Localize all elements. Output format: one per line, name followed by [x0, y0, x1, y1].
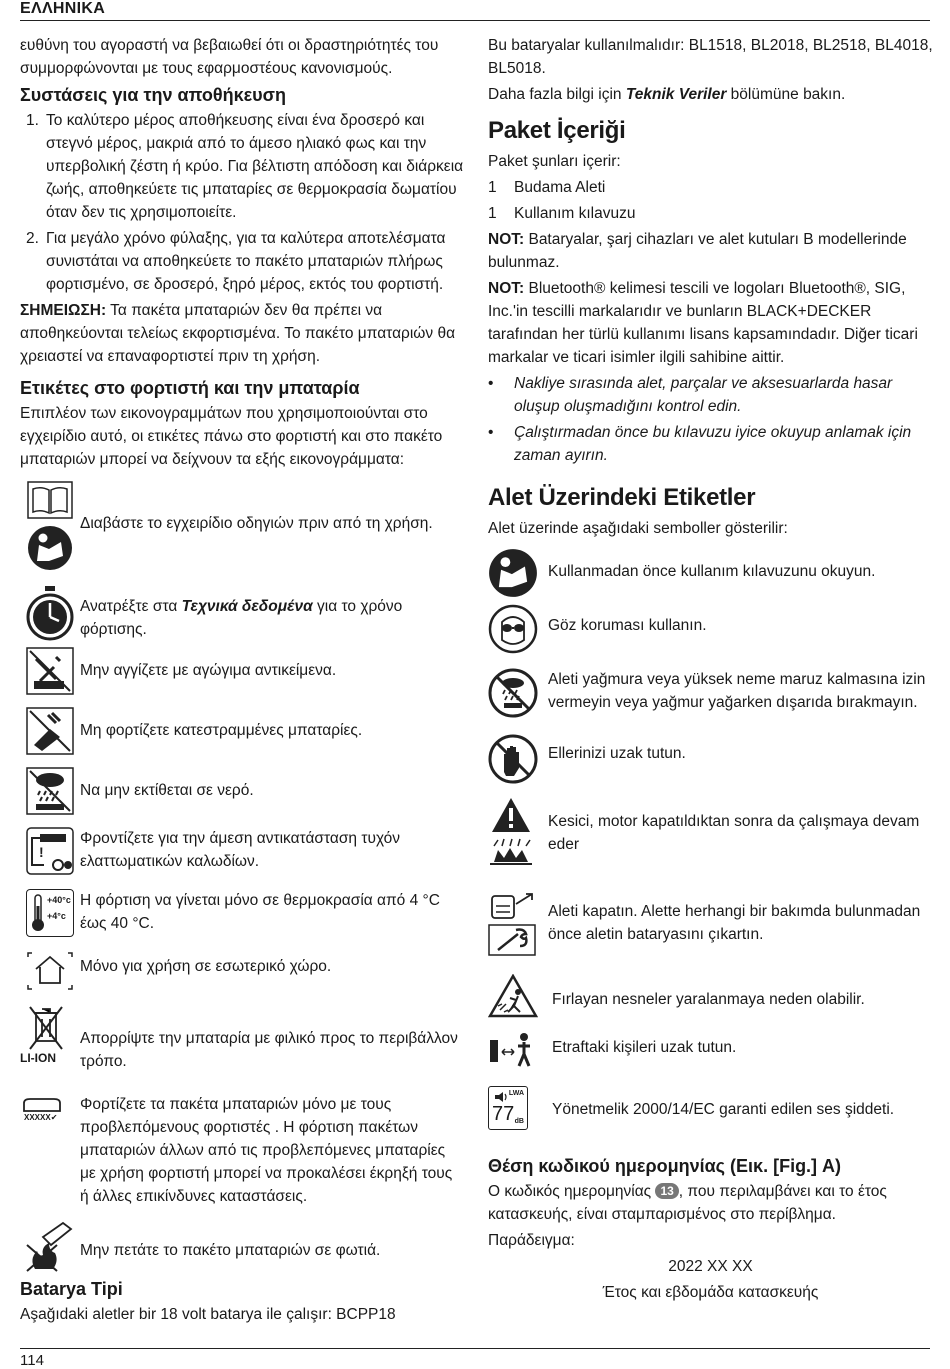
- stopwatch-icon: [25, 585, 75, 641]
- storage-list: [20, 109, 465, 296]
- charge-time-text: Ανατρέξτε στα Τεχνικά δεδομένα για το χρόνο φόρτισης.: [80, 598, 403, 638]
- tool-symbol-row-eye: [488, 604, 933, 660]
- tool-symbol-row-noise: [488, 1086, 933, 1146]
- noise-level-icon: [488, 1086, 528, 1130]
- tool-read-manual-text: Kullanmadan önce kullanım kılavuzunu okuyun.: [548, 563, 876, 580]
- symbol-row-charge-time: [20, 585, 465, 647]
- list-item: 1 Kullanım kılavuzu: [488, 205, 636, 222]
- battery-pack-icon: [20, 1097, 64, 1113]
- no-conductive-icon: [26, 647, 74, 695]
- no-fire-icon: [23, 1219, 77, 1273]
- hands-away-icon: [488, 734, 538, 784]
- list-item: • Nakliye sırasında alet, parçalar ve aksesuarlarda hasar oluşup oluşmadığını kontrol edin.: [488, 372, 933, 418]
- date-code-text: Ο κωδικός ημερομηνίας 13 , που περιλαμβάνει και το έτος κατασκευής, είναι σταμπαρισμένος στο περίβλημα.: [488, 1183, 887, 1223]
- page-number: 114: [20, 1352, 44, 1369]
- replace-cords-text: Φροντίζετε για την άμεση αντικατάσταση τυχόν ελαττωματικών καλωδίων.: [80, 830, 401, 870]
- dispose-text: Απορρίψτε την μπαταρία με φιλικό προς το περιβάλλον τρόπο.: [80, 1030, 458, 1070]
- symbol-row-dispose: [20, 1005, 465, 1093]
- tool-symbol-row-cutter: [488, 796, 933, 886]
- bystanders-icon: [488, 1032, 534, 1068]
- battery-type-heading: Batarya Tipi: [20, 1279, 123, 1299]
- symbol-row-no-conductive: [20, 647, 465, 707]
- tool-thrown-text: Fırlayan nesneler yaralanmaya neden olabilir.: [552, 991, 865, 1008]
- wrench-icon: [488, 924, 536, 956]
- batteries-text: Bu bataryalar kullanılmalıdır: BL1518, BL2018, BL2518, BL4018, BL5018.: [488, 37, 933, 77]
- noise-unit: dB: [514, 1118, 524, 1125]
- crossed-bin-icon: [28, 1005, 64, 1051]
- date-code-heading: Θέση κωδικού ημερομηνίας (Εικ. [Fig.] A): [488, 1156, 842, 1176]
- storage-note: ΣΗΜΕΙΩΣΗ: Τα πακέτα μπαταριών δεν θα πρέπει να αποθηκεύονται τελείως εκφορτισμένα. Το πακέτο μπαταριών θα χρειαστεί να επαναφορτιστεί πριν τη χρήση.: [20, 302, 456, 365]
- battery-type-text: Aşağıdaki aletler bir 18 volt batarya ile çalışır: BCPP18: [20, 1306, 396, 1323]
- indoor-text: Μόνο για χρήση σε εσωτερικό χώρο.: [80, 958, 332, 975]
- read-manual-icon: [27, 525, 73, 571]
- header-divider: [20, 20, 930, 21]
- symbol-row-no-water: [20, 767, 465, 827]
- list-item: 2. Για μεγάλο χρόνο φύλαξης, για τα καλύτερα αποτελέσματα συνιστάται να αποθηκεύετε το πακέτο μπαταριών πλήρως φορτισμένο, σε δροσερό, ξηρό μέρος, εκτός του φορτιστή.: [26, 230, 446, 293]
- tool-symbol-row-bystanders: [488, 1032, 933, 1080]
- designated-charger-text: Φορτίζετε τα πακέτα μπαταριών μόνο με τους προβλεπόμενους φορτιστές . Η φόρτιση πακέτων μπαταριών άλλων από τις προβλεπόμενες μπαταρίες με χρήση φορτιστή μπορεί να προκαλέσει έκρηξή τους ή άλλες επικίνδυνες καταστάσεις.: [80, 1096, 453, 1205]
- tool-symbol-row-hands: [488, 734, 933, 788]
- symbol-row-no-damaged: [20, 707, 465, 767]
- figure-callout-badge: 13: [655, 1183, 678, 1199]
- remove-battery-icon: [488, 890, 536, 922]
- right-column: [488, 34, 933, 1307]
- tool-rain-text: Aleti yağmura veya yüksek neme maruz kalmasına izin vermeyin veya yağmur yağarken dışarıda bırakmayın.: [548, 671, 926, 711]
- symbol-row-designated-charger: [20, 1093, 465, 1219]
- defective-cord-icon: [26, 827, 74, 875]
- no-water-icon: [26, 767, 74, 815]
- read-manual-icon: [488, 548, 538, 598]
- no-conductive-text: Μην αγγίζετε με αγώγιμα αντικείμενα.: [80, 662, 337, 679]
- tool-symbol-row-thrown: [488, 974, 933, 1026]
- temp-low-label: +4°c: [47, 911, 66, 921]
- tool-labels-heading: Alet Üzerindeki Etiketler: [488, 484, 756, 511]
- package-intro: Paket şunları içerir:: [488, 153, 621, 170]
- tool-switch-text: Aleti kapatın. Alette herhangi bir bakımda bulunmadan önce aletin bataryasını çıkartın.: [548, 903, 921, 943]
- storage-heading: Συστάσεις για την αποθήκευση: [20, 85, 286, 105]
- noise-value: 77: [492, 1103, 515, 1125]
- no-damaged-text: Μη φορτίζετε κατεστραμμένες μπαταρίες.: [80, 722, 363, 739]
- tool-symbol-row-read-manual: [488, 548, 933, 602]
- list-item: • Çalıştırmadan önce bu kılavuzu iyice okuyup anlamak için zaman ayırın.: [488, 421, 933, 467]
- note-bluetooth: NOT: Bluetooth® kelimesi tescili ve logoları Bluetooth®, SIG, Inc.'in tescilli markalarıdır ve bunların BLACK+DECKER tarafından her türlü kullanımı lisans kapsamındadır. Diğer ticari markalar ve ticari isimler ilgili sahibine aittir.: [488, 280, 918, 366]
- temperature-text: Η φόρτιση να γίνεται μόνο σε θερμοκρασία από 4 °C έως 40 °C.: [80, 892, 440, 932]
- left-column: [20, 34, 465, 1329]
- language-header: ΕΛΛΗΝΙΚΑ: [20, 0, 106, 17]
- warning-triangle-icon: [490, 796, 532, 834]
- tool-labels-intro: Alet üzerinde aşağıdaki semboller gösterilir:: [488, 520, 788, 537]
- tool-symbol-row-rain: [488, 668, 933, 734]
- labels-intro: Επιπλέον των εικονογραμμάτων που χρησιμοποιούνται στο εγχειρίδιο αυτό, οι ετικέτες πάνω στο φορτιστή και στο πακέτο μπαταριών μπορεί να δείχνουν τα εξής εικονογράμματα:: [20, 405, 443, 468]
- symbol-row-replace-cords: [20, 827, 465, 889]
- read-manual-text: Διαβάστε το εγχειρίδιο οδηγιών πριν από τη χρήση.: [80, 515, 433, 532]
- no-rain-icon: [488, 668, 538, 718]
- svg-text:!: !: [39, 844, 44, 860]
- eye-protection-icon: [488, 604, 538, 654]
- example-caption: Έτος και εβδομάδα κατασκευής: [602, 1284, 819, 1301]
- thrown-objects-icon: [488, 974, 538, 1018]
- cutter-blade-icon: [488, 838, 534, 866]
- indoor-house-icon: [26, 951, 74, 991]
- tool-eye-text: Göz koruması kullanın.: [548, 617, 707, 634]
- no-fire-text: Μην πετάτε το πακέτο μπαταριών σε φωτιά.: [80, 1242, 381, 1259]
- more-info-text: Daha fazla bilgi için Teknik Veriler bölümüne bakın.: [488, 86, 846, 103]
- tool-noise-text: Yönetmelik 2000/14/EC garanti edilen ses şiddeti.: [552, 1101, 895, 1118]
- temp-high-label: +40°c: [47, 895, 71, 905]
- list-item: 1 Budama Aleti: [488, 179, 606, 196]
- tool-hands-text: Ellerinizi uzak tutun.: [548, 745, 686, 762]
- intro-text: ευθύνη του αγοραστή να βεβαιωθεί ότι οι δραστηριότητές του συμμορφώνονται με τους εφαρμοστέους κανονισμούς.: [20, 37, 439, 77]
- tool-bystanders-text: Etraftaki kişileri uzak tutun.: [552, 1039, 737, 1056]
- symbol-row-no-fire: [20, 1219, 465, 1275]
- open-book-icon: [27, 481, 73, 519]
- symbol-row-indoor: [20, 951, 465, 999]
- no-water-text: Να μην εκτίθεται σε νερό.: [80, 782, 254, 799]
- labels-heading: Ετικέτες στο φορτιστή και την μπαταρία: [20, 378, 360, 398]
- example-code: 2022 XX XX: [668, 1258, 753, 1275]
- damaged-battery-icon: [26, 707, 74, 755]
- note-models: NOT: Bataryalar, şarj cihazları ve alet kutuları B modellerinde bulunmaz.: [488, 231, 907, 271]
- read-manual-icons: [20, 481, 80, 571]
- example-label: Παράδειγμα:: [488, 1232, 575, 1249]
- tool-cutter-text: Kesici, motor kapatıldıktan sonra da çalışmaya devam eder: [548, 813, 920, 853]
- list-item: 1. Το καλύτερο μέρος αποθήκευσης είναι ένα δροσερό και στεγνό μέρος, μακριά από το άμεσο ηλιακό φως και την υπερβολική ζέστη ή κρύο. Για βέλτιστη απόδοση και διάρκεια ζωής, αποθηκεύετε τις μπαταρίες σε θερμοκρασία δωματίου όταν δεν τις χρησιμοποιείτε.: [26, 112, 464, 221]
- noise-lwa-label: LWA: [508, 1090, 524, 1097]
- symbol-row-read-manual: [20, 481, 465, 577]
- liion-label: LI-ION: [20, 1051, 56, 1065]
- package-heading: Paket İçeriği: [488, 117, 626, 144]
- footer-divider: [20, 1348, 930, 1349]
- charger-code-label: XXXXX✔: [24, 1113, 58, 1122]
- symbol-row-temperature: [20, 889, 465, 951]
- tool-symbol-row-switch: [488, 890, 933, 964]
- thermometer-icon: [26, 889, 74, 937]
